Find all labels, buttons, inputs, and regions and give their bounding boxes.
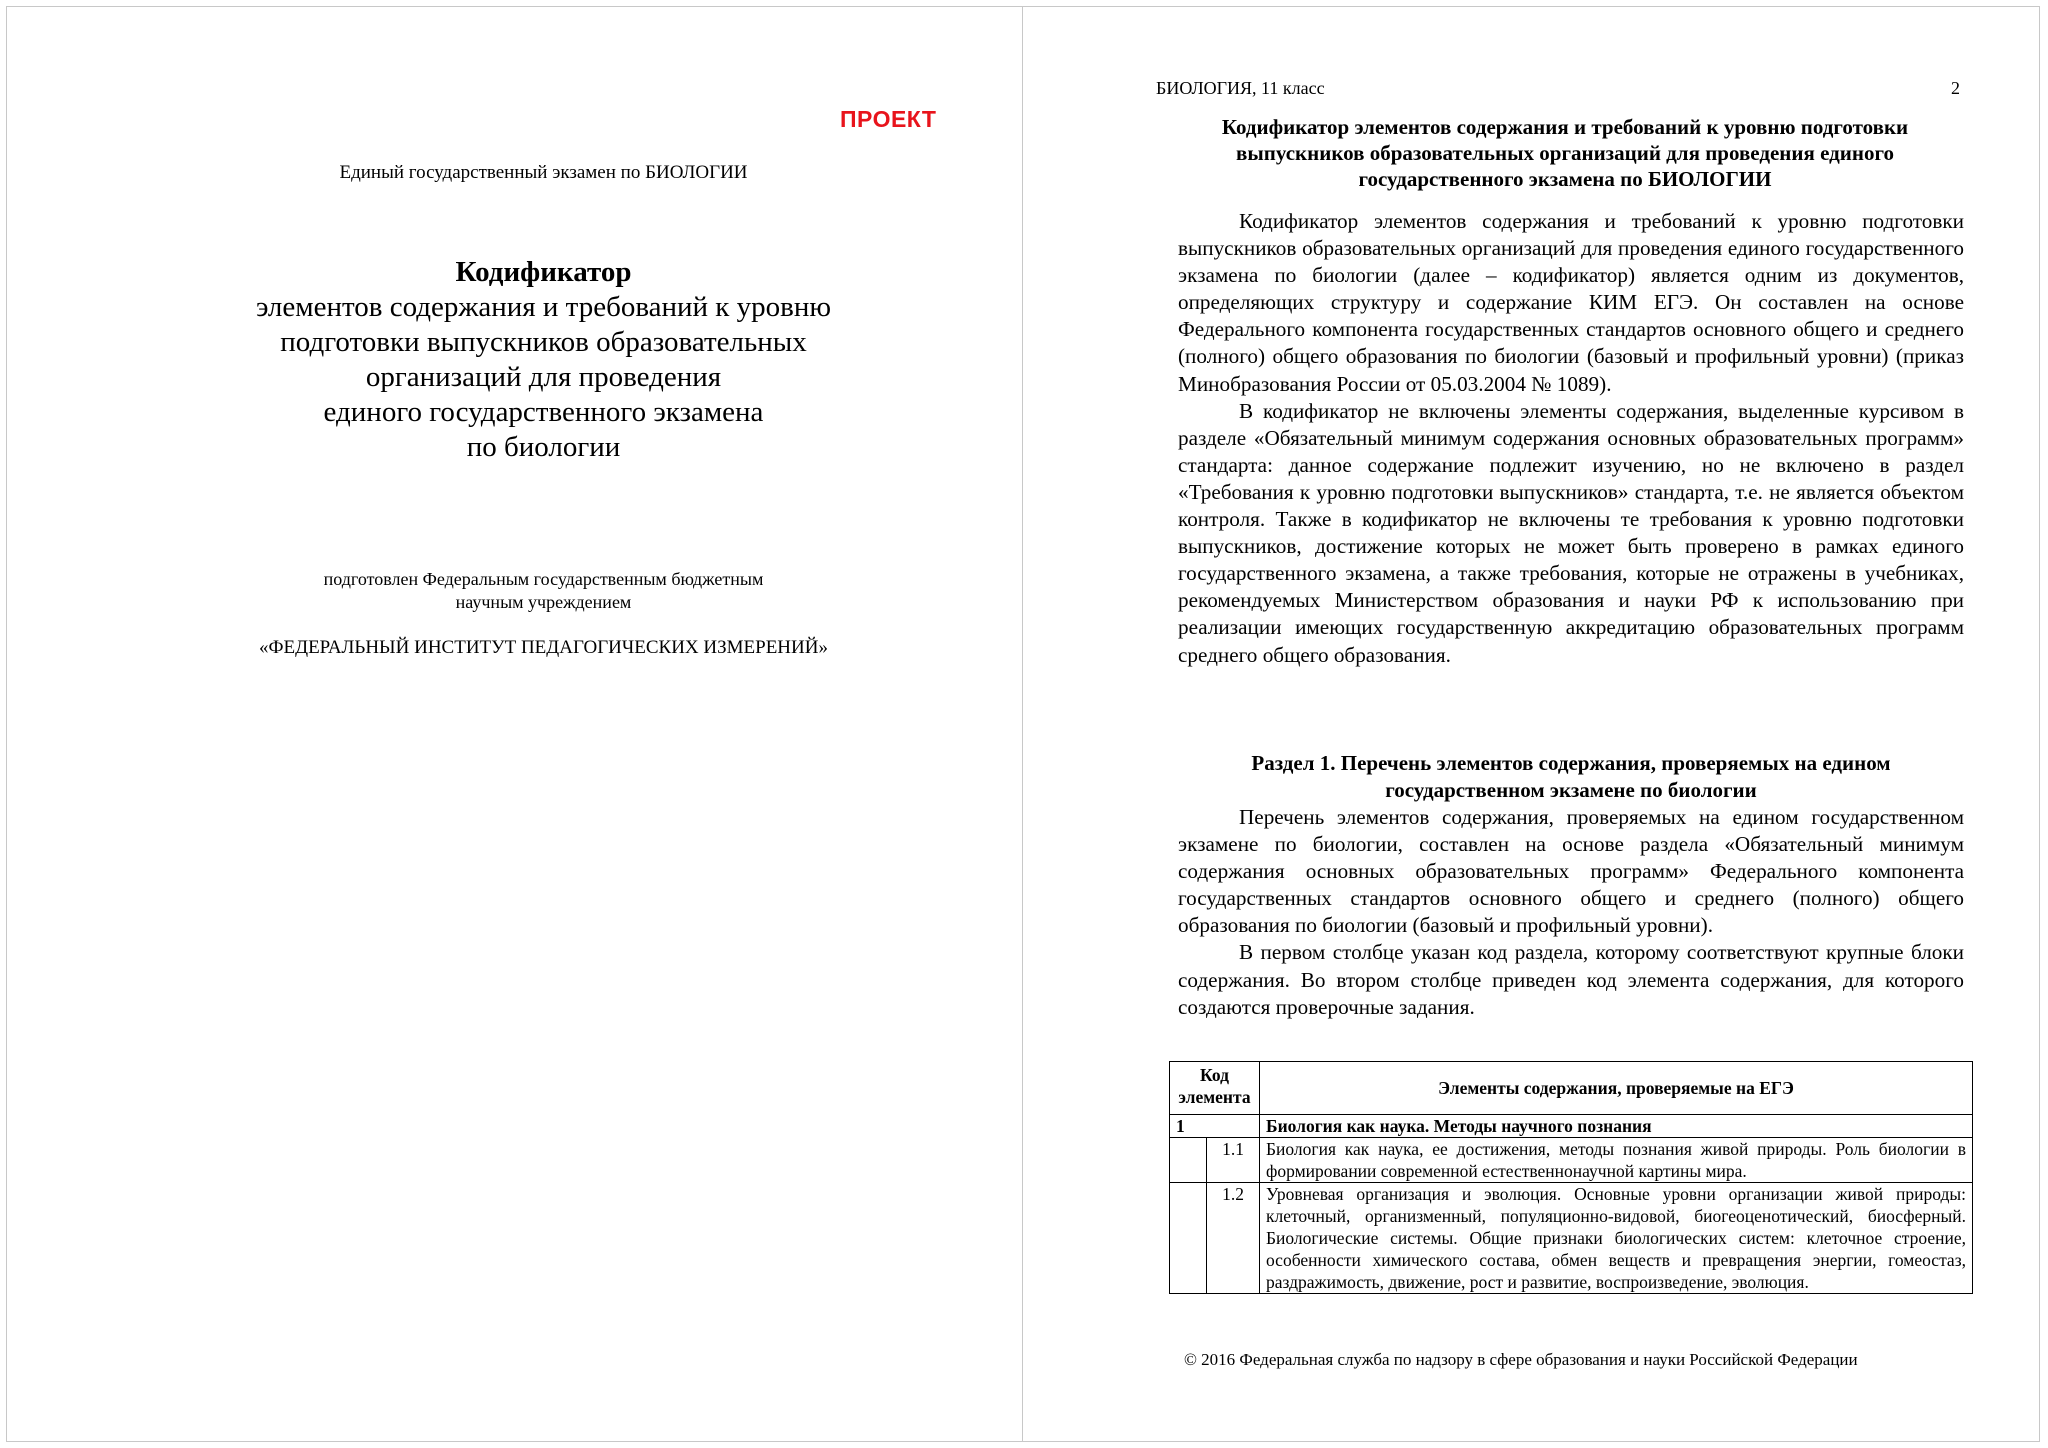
section-text <box>1178 804 1964 1021</box>
codifier-table <box>1169 1061 1973 1294</box>
cover-subtitle-line: единого государственного экзамена <box>323 396 764 428</box>
cover-subtitle-line: элементов содержания и требований к уровню <box>255 291 832 323</box>
cover-page <box>6 6 1022 1442</box>
cover-subtitle <box>0 290 1087 465</box>
table-header-row <box>1170 1062 1973 1115</box>
header-code-line: Код <box>1200 1065 1229 1085</box>
prepared-by <box>0 568 1087 614</box>
section-name: Биология как наука. Методы научного познания <box>1260 1115 1973 1138</box>
section-title: Раздел 1. Перечень элементов содержания, проверяемых на едином государственном экзамене по биологии <box>1251 751 1891 802</box>
cover-title: Кодификатор <box>455 256 632 288</box>
page-number: 2 <box>1951 78 1960 98</box>
exam-line: Единый государственный экзамен по БИОЛОГИИ <box>339 162 748 183</box>
paragraph: В кодификатор не включены элементы содержания, выделенные курсивом в разделе «Обязательный минимум содержания основных образовательных программ» стандарта: данное содержание подлежит изучению, но не включено в раздел «Требования к уровню подготовки выпускников» стандарта, т.е. не является объектом контроля. Также в кодификатор не включены те требования к уровню подготовки выпускников, достижение которых не может быть проверено в рамках единого государственного экзамена, а также требования, которые не отражены в учебниках, рекомендуемых Министерством образования и науки РФ к использованию при реализации имеющих государственную аккредитацию образовательных программ среднего общего образования. <box>1178 398 1964 667</box>
cover-subtitle-line: по биологии <box>466 431 621 463</box>
table-row <box>1170 1183 1973 1294</box>
empty-cell <box>1170 1138 1207 1183</box>
cover-subtitle-line: организаций для проведения <box>365 361 722 393</box>
element-code: 1.1 <box>1207 1138 1260 1183</box>
paragraph: Перечень элементов содержания, проверяемых на едином государственном экзамене по биологии, составлен на основе раздела «Обязательный минимум содержания основных образовательных программ» Федерального компонента государственных стандартов основного общего и среднего (полного) общего образования по биологии (базовый и профильный уровни). <box>1178 805 1964 938</box>
element-text: Уровневая организация и эволюция. Основные уровни организации живой природы: клеточный, организменный, популяционно-видовой, биогеоценотический, биосферный. Биологические системы. Общие признаки биологических систем: клеточное строение, особенности химического состава, обмен веществ и превращения энергии, гомеостаз, раздражимость, движение, рост и развитие, воспроизведение, эволюция. <box>1260 1183 1973 1294</box>
intro-text <box>1178 208 1964 669</box>
section-code: 1 <box>1170 1115 1260 1138</box>
table-row <box>1170 1138 1973 1183</box>
header-code-line: элемента <box>1178 1087 1251 1107</box>
table-section-row <box>1170 1115 1973 1138</box>
header-elements: Элементы содержания, проверяемые на ЕГЭ <box>1260 1062 1973 1115</box>
running-head: БИОЛОГИЯ, 11 класс <box>1156 78 1325 98</box>
document-title: Кодификатор элементов содержания и требований к уровню подготовки выпускников образовательных организаций для проведения единого государственного экзамена по БИОЛОГИИ <box>1221 115 1909 191</box>
paragraph: Кодификатор элементов содержания и требований к уровню подготовки выпускников образовательных организаций для проведения единого государственного экзамена по биологии (далее – кодификатор) является одним из документов, определяющих структуру и содержание КИМ ЕГЭ. Он составлен на основе Федерального компонента государственных стандартов основного общего и среднего (полного) общего образования по биологии (базовый и профильный уровни) (приказ Минобразования России от 05.03.2004 № 1089). <box>1178 209 1964 396</box>
element-text: Биология как наука, ее достижения, методы познания живой природы. Роль биологии в формировании современной естественнонаучной картины мира. <box>1260 1138 1973 1183</box>
header-code <box>1170 1062 1260 1115</box>
paragraph: В первом столбце указан код раздела, которому соответствуют крупные блоки содержания. Во втором столбце приведен код элемента содержания, для которого создаются проверочные задания. <box>1178 940 1964 1019</box>
element-code: 1.2 <box>1207 1183 1260 1294</box>
draft-stamp: ПРОЕКТ <box>840 106 937 132</box>
institute-name: «ФЕДЕРАЛЬНЫЙ ИНСТИТУТ ПЕДАГОГИЧЕСКИХ ИЗМЕРЕНИЙ» <box>259 637 828 658</box>
prepared-by-line: подготовлен Федеральным государственным бюджетным <box>323 569 764 589</box>
prepared-by-line: научным учреждением <box>455 592 632 612</box>
empty-cell <box>1170 1183 1207 1294</box>
cover-subtitle-line: подготовки выпускников образовательных <box>280 326 807 358</box>
copyright-footer: © 2016 Федеральная служба по надзору в сфере образования и науки Российской Федерации <box>1184 1350 1858 1369</box>
